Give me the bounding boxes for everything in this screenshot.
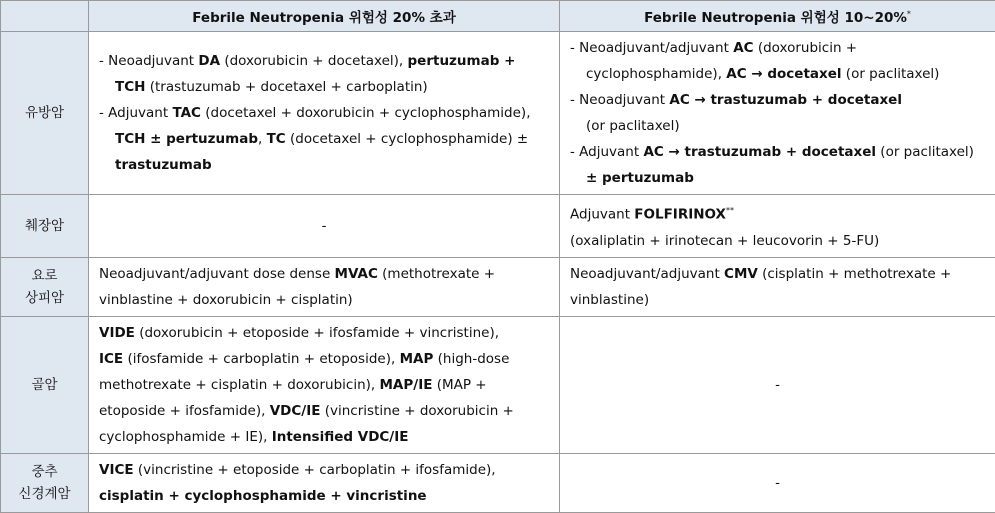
- regimen-text: **: [726, 206, 734, 215]
- cell-line: [99, 457, 553, 483]
- regimen-text: vinblastine + doxorubicin + cisplatin): [99, 292, 353, 308]
- regimen-text: Neoadjuvant/adjuvant dose dense: [99, 266, 335, 282]
- regimen-name: TCH: [115, 79, 145, 95]
- regimen-text: (docetaxel + doxorubicin + cyclophosphamide),: [201, 105, 531, 121]
- regimen-text: (trastuzumab + docetaxel + carboplatin): [145, 79, 427, 95]
- regimen-name: FOLFIRINOX: [634, 207, 726, 223]
- regimen-name: ICE: [99, 351, 123, 367]
- regimen-cell-over-20: [89, 453, 560, 512]
- regimen-text: cyclophosphamide + IE),: [99, 429, 272, 445]
- regimen-text: (ifosfamide + carboplatin + etoposide),: [123, 351, 399, 367]
- regimen-name: AC → trastuzumab + docetaxel: [643, 144, 876, 160]
- cancer-type-label: 골암: [5, 374, 84, 396]
- cancer-type-label: 신경계암: [5, 483, 84, 505]
- regimen-name: AC: [733, 40, 753, 56]
- regimen-text: (or paclitaxel): [842, 66, 940, 82]
- regimen-text: cyclophosphamide),: [586, 66, 726, 82]
- regimen-text: (methotrexate +: [378, 266, 495, 282]
- table-row: [1, 316, 995, 453]
- regimen-cell-10-20: [560, 32, 995, 195]
- table-row: [1, 453, 995, 512]
- cell-line: [99, 261, 553, 287]
- cancer-type-cell: [1, 257, 89, 316]
- regimen-text: (or paclitaxel): [586, 118, 680, 134]
- regimen-text: (vincristine + etoposide + carboplatin + ifosfamide),: [134, 462, 496, 478]
- table-row: [1, 257, 995, 316]
- cell-line: [99, 372, 553, 398]
- regimen-text: (docetaxel + cyclophosphamide) ±: [286, 131, 529, 147]
- regimen-text: (high-dose: [433, 351, 509, 367]
- regimen-name: MAP/IE: [379, 377, 432, 393]
- regimen-name: MVAC: [335, 266, 378, 282]
- cell-line: [570, 139, 989, 165]
- regimen-name: VICE: [99, 462, 134, 478]
- table-row: [1, 32, 995, 195]
- cell-line: [570, 113, 989, 139]
- regimen-text: Adjuvant: [570, 207, 634, 223]
- regimen-text: Neoadjuvant/adjuvant: [570, 266, 724, 282]
- regimen-name: cisplatin + cyclophosphamide + vincristine: [99, 488, 427, 504]
- regimen-text: (doxorubicin + docetaxel),: [220, 53, 407, 69]
- cell-line: [570, 87, 989, 113]
- regimen-text: etoposide + ifosfamide),: [99, 403, 270, 419]
- regimen-name: Intensified VDC/IE: [272, 429, 409, 445]
- regimen-text: ,: [258, 131, 267, 147]
- header-risk-over-20-label: Febrile Neutropenia 위험성 20% 초과: [192, 10, 456, 26]
- regimen-name: TCH ± pertuzumab: [115, 131, 258, 147]
- regimen-name: AC → trastuzumab + docetaxel: [669, 92, 902, 108]
- cancer-type-label: 유방암: [5, 102, 84, 124]
- regimen-cell-over-20: -: [89, 195, 560, 258]
- cell-line: [99, 424, 553, 450]
- header-corner: [1, 1, 89, 32]
- regimen-name: AC → docetaxel: [726, 66, 841, 82]
- header-risk-10-20-label: Febrile Neutropenia 위험성 10~20%: [644, 10, 907, 26]
- cancer-type-label: 요로: [5, 265, 84, 287]
- regimen-text: (MAP +: [432, 377, 486, 393]
- cell-line: [99, 398, 553, 424]
- regimen-cell-10-20: [560, 257, 995, 316]
- cell-line: [570, 228, 989, 254]
- regimen-name: TC: [267, 131, 286, 147]
- regimen-text: - Adjuvant: [570, 144, 643, 160]
- cell-line: [570, 165, 989, 191]
- header-row: [1, 1, 995, 32]
- regimen-text: (vincristine + doxorubicin +: [320, 403, 513, 419]
- cancer-type-cell: [1, 32, 89, 195]
- cell-line: [99, 346, 553, 372]
- regimen-name: DA: [198, 53, 220, 69]
- cell-line: [99, 320, 553, 346]
- regimen-name: VIDE: [99, 325, 135, 341]
- cell-line: [99, 152, 553, 178]
- regimen-cell-over-20: [89, 316, 560, 453]
- cancer-type-cell: [1, 316, 89, 453]
- cell-line: [570, 35, 989, 61]
- cancer-type-cell: [1, 453, 89, 512]
- regimen-cell-10-20: -: [560, 316, 995, 453]
- regimen-text: - Neoadjuvant: [99, 53, 198, 69]
- cell-line: [99, 48, 553, 74]
- cell-line: [570, 287, 989, 313]
- regimen-name: TAC: [172, 105, 201, 121]
- regimen-text: - Neoadjuvant/adjuvant: [570, 40, 733, 56]
- regimen-text: (cisplatin + methotrexate +: [758, 266, 952, 282]
- regimen-text: vinblastine): [570, 292, 649, 308]
- cell-line: [99, 126, 553, 152]
- regimen-text: (doxorubicin +: [754, 40, 858, 56]
- cell-line: [99, 287, 553, 313]
- header-footnote-mark: *: [907, 10, 911, 19]
- cell-line: [99, 100, 553, 126]
- regimen-text: - Neoadjuvant: [570, 92, 669, 108]
- cancer-type-cell: [1, 195, 89, 258]
- regimen-name: trastuzumab: [115, 157, 212, 173]
- cell-line: [570, 61, 989, 87]
- cell-line: [99, 74, 553, 100]
- regimen-cell-10-20: [560, 195, 995, 258]
- regimen-text: (doxorubicin + etoposide + ifosfamide + vincristine),: [135, 325, 499, 341]
- cancer-type-label: 중추: [5, 461, 84, 483]
- header-risk-10-20: [560, 1, 995, 32]
- cancer-type-label: 상피암: [5, 287, 84, 309]
- regimen-cell-10-20: -: [560, 453, 995, 512]
- cancer-type-label: 췌장암: [5, 215, 84, 237]
- header-risk-over-20: [89, 1, 560, 32]
- regimen-text: (oxaliplatin + irinotecan + leucovorin + 5-FU): [570, 233, 879, 249]
- cell-line: [570, 261, 989, 287]
- regimen-name: pertuzumab +: [408, 53, 516, 69]
- regimen-text: - Adjuvant: [99, 105, 172, 121]
- regimen-name: VDC/IE: [270, 403, 321, 419]
- table-row: [1, 195, 995, 258]
- regimen-cell-over-20: [89, 257, 560, 316]
- regimen-text: (or paclitaxel): [876, 144, 974, 160]
- regimen-cell-over-20: [89, 32, 560, 195]
- regimen-name: MAP: [400, 351, 434, 367]
- regimen-name: ± pertuzumab: [586, 170, 694, 186]
- cell-line: [570, 198, 989, 228]
- regimen-name: CMV: [724, 266, 758, 282]
- regimen-text: methotrexate + cisplatin + doxorubicin),: [99, 377, 379, 393]
- cell-line: [99, 483, 553, 509]
